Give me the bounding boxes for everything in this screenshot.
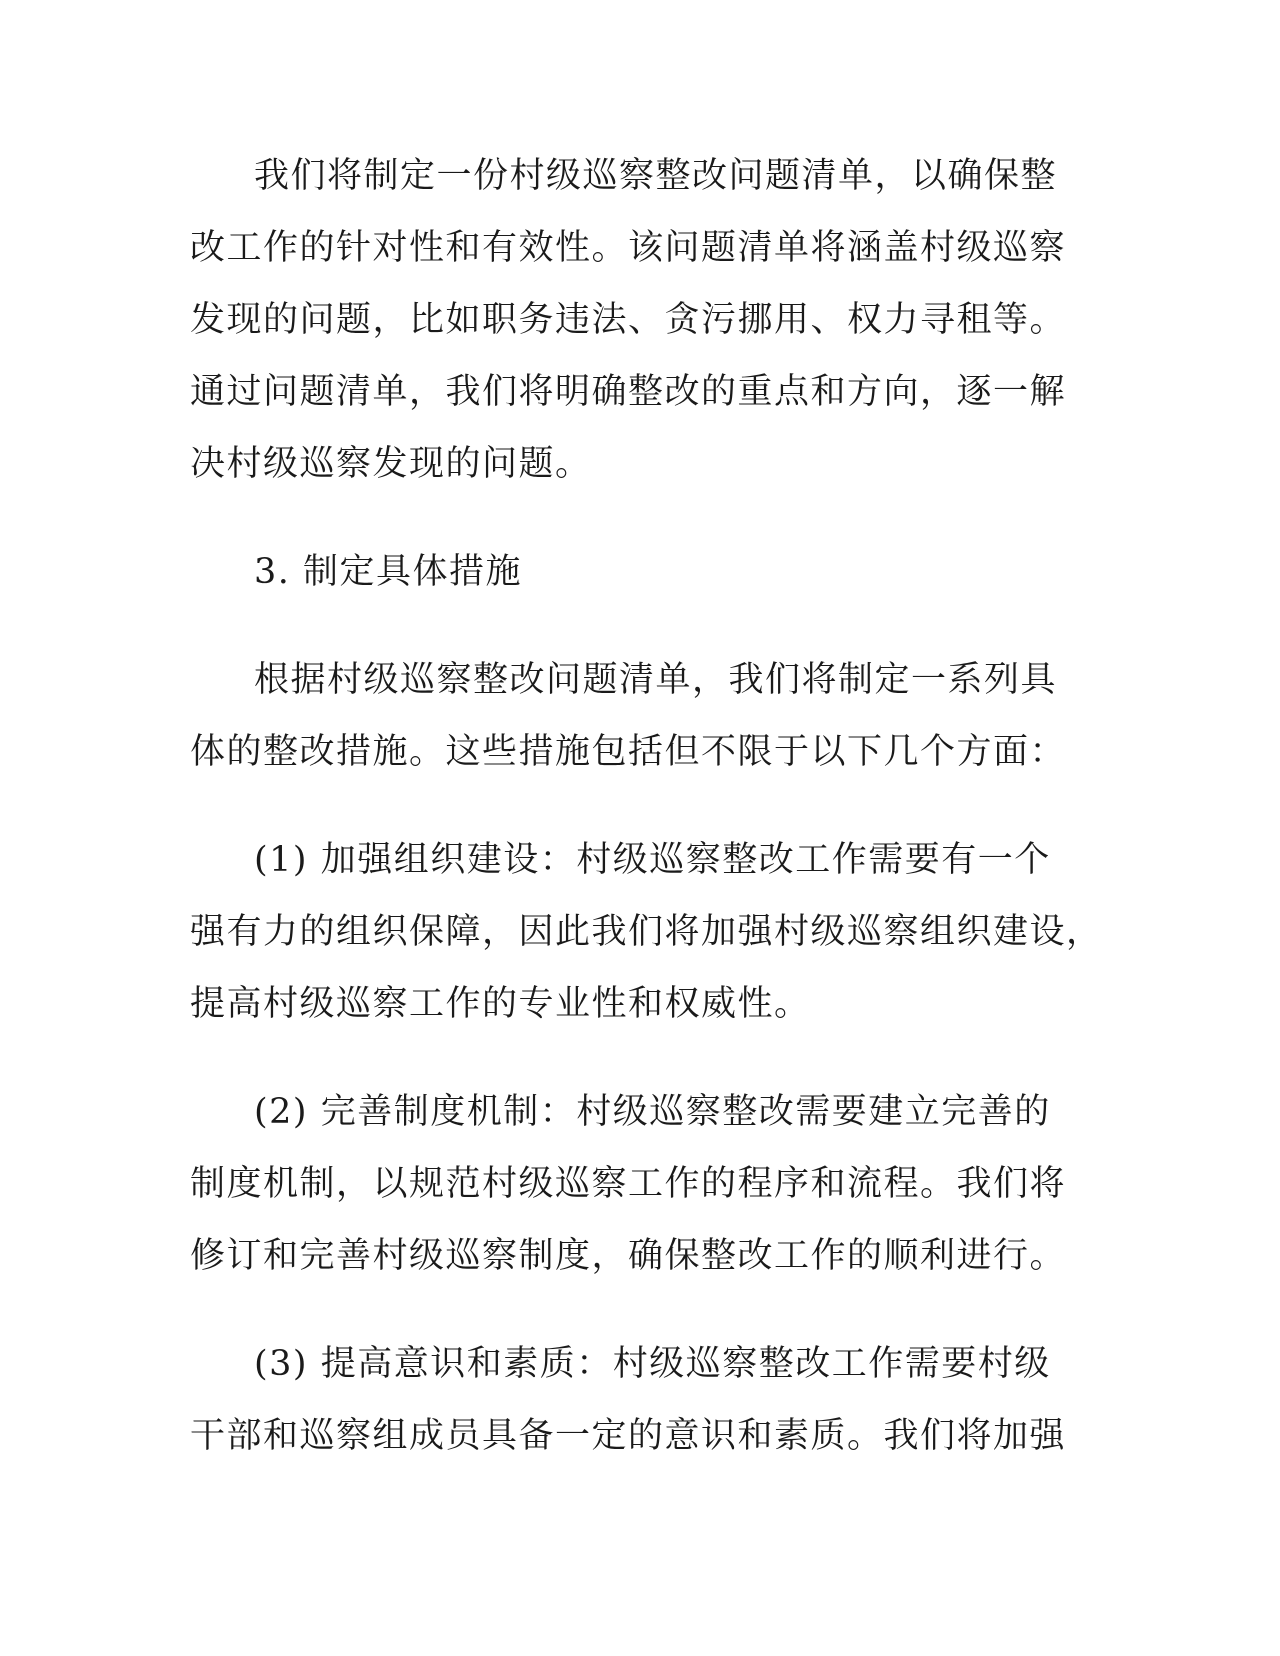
text-line: 决村级巡察发现的问题。 xyxy=(190,444,592,484)
text-line: 我们将制定一份村级巡察整改问题清单，以确保整 xyxy=(254,156,1058,196)
list-item-3 xyxy=(190,1328,1096,1472)
text-line: (3) 提高意识和素质：村级巡察整改工作需要村级 xyxy=(254,1344,1051,1384)
text-line: 干部和巡察组成员具备一定的意识和素质。我们将加强 xyxy=(190,1416,1067,1456)
text-line: 强有力的组织保障，因此我们将加强村级巡察组织建设， xyxy=(190,912,1103,952)
text-line: 提高村级巡察工作的专业性和权威性。 xyxy=(190,984,811,1024)
text-line: (2) 完善制度机制：村级巡察整改需要建立完善的 xyxy=(254,1092,1051,1132)
text-line: (1) 加强组织建设：村级巡察整改工作需要有一个 xyxy=(254,840,1051,880)
list-item-2 xyxy=(190,1076,1096,1292)
list-item-1 xyxy=(190,824,1103,1040)
paragraph-intro xyxy=(190,140,1096,500)
text-line: 改工作的针对性和有效性。该问题清单将涵盖村级巡察 xyxy=(190,228,1067,268)
section-heading xyxy=(190,536,1096,608)
text-line: 制度机制，以规范村级巡察工作的程序和流程。我们将 xyxy=(190,1164,1067,1204)
text-line: 体的整改措施。这些措施包括但不限于以下几个方面： xyxy=(190,732,1067,772)
text-line: 根据村级巡察整改问题清单，我们将制定一系列具 xyxy=(254,660,1058,700)
text-line: 通过问题清单，我们将明确整改的重点和方向，逐一解 xyxy=(190,372,1067,412)
document-body xyxy=(190,140,1103,1472)
paragraph-measures xyxy=(190,644,1096,788)
text-line: 发现的问题，比如职务违法、贪污挪用、权力寻租等。 xyxy=(190,300,1067,340)
heading-text: 3. 制定具体措施 xyxy=(254,552,523,592)
text-line: 修订和完善村级巡察制度，确保整改工作的顺利进行。 xyxy=(190,1236,1067,1276)
